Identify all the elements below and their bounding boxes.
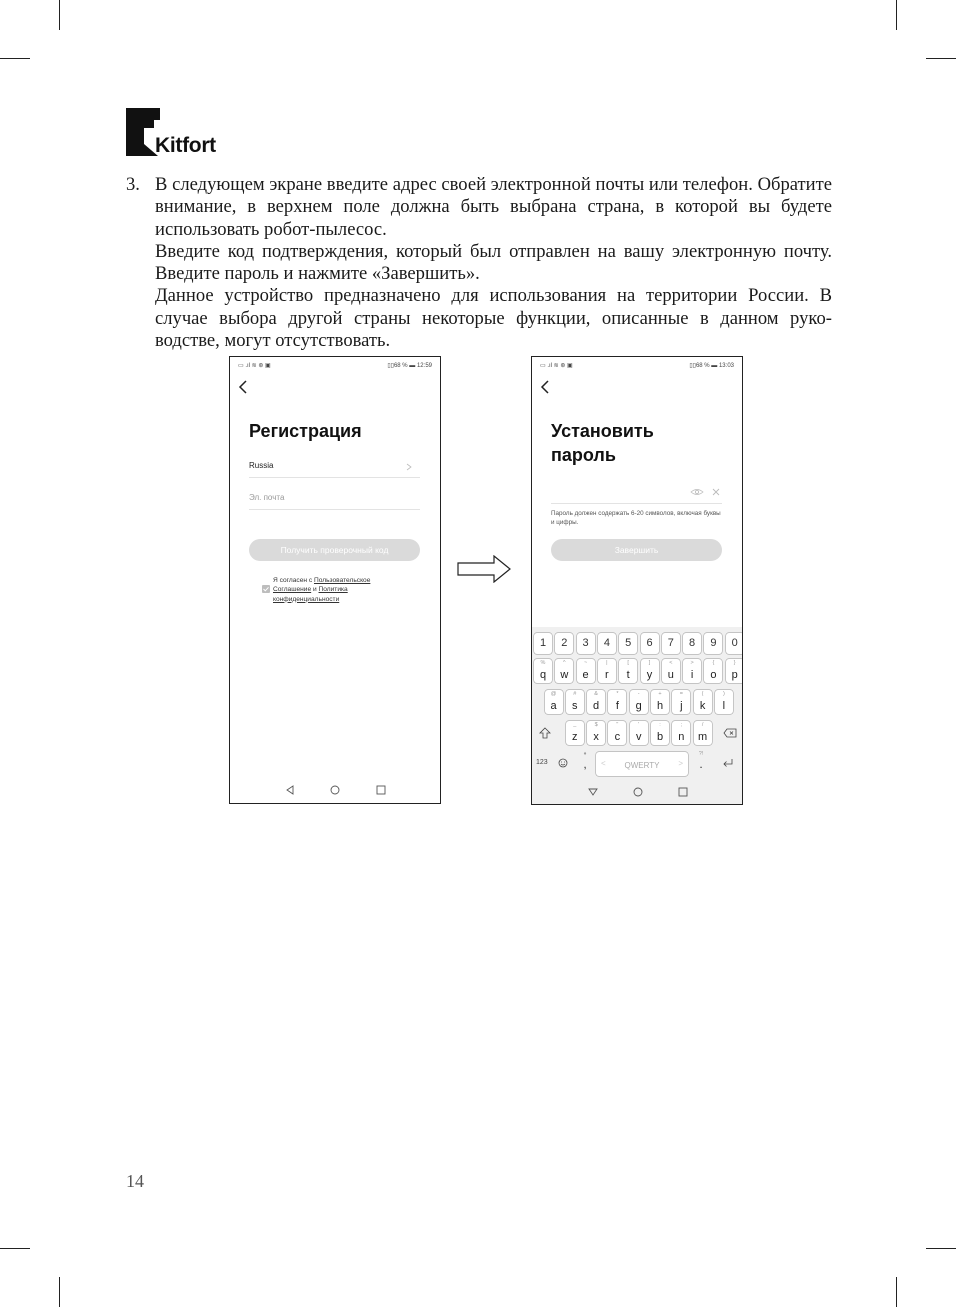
key-letter: w [560,669,569,681]
status-bar [238,362,432,372]
crop-mark [926,58,956,59]
instruction-paragraph: Данное устройство предназначено для использования на территории России. В случае выбора другой страны некоторые функции, описанные в данном руко-водстве, могут отсутствовать. [155,285,832,352]
space-left-chevron-icon: < [601,759,606,768]
letter-key[interactable] [662,659,680,683]
phone-set-password-screen [531,356,743,805]
key-symbol: # [573,691,577,697]
key-letter: r [605,669,609,681]
terms-link[interactable]: Пользовательское [313,577,371,584]
clear-icon[interactable] [712,488,720,496]
key-letter: m [698,731,708,743]
key-letter: p [731,669,738,681]
nav-back-icon[interactable] [285,785,295,795]
crop-mark [0,1248,30,1249]
key-symbol: } [733,660,736,666]
letter-key[interactable] [651,721,669,745]
screen-title-line: пароль [551,445,616,465]
step-number: 3. [126,174,140,195]
emoji-icon[interactable] [558,758,568,768]
terms-link[interactable]: Соглашение [273,586,312,594]
letter-key[interactable] [587,690,605,714]
key-symbol: ] [648,660,651,666]
letter-key[interactable] [608,721,626,745]
crop-mark [0,58,30,59]
nav-recents-icon[interactable] [376,785,386,795]
key-letter: q [539,669,547,681]
status-bar [540,362,734,372]
key-symbol: % [540,660,546,666]
comma-char: , [583,757,587,771]
crop-mark [896,0,897,30]
key-symbol: ( [701,691,704,697]
nav-home-icon[interactable] [633,787,643,797]
key-letter: a [550,700,557,712]
back-arrow-icon[interactable] [538,379,552,395]
key-symbol: { [712,660,715,666]
brand-name: Kitfort [155,134,216,157]
letter-key[interactable] [566,721,584,745]
status-time: ▯▯68 % ▬ 13:03 [689,363,734,369]
key-symbol: ^ [563,660,566,666]
letter-key[interactable] [694,690,712,714]
password-field[interactable] [551,487,722,504]
letter-key[interactable] [641,659,659,683]
key-letter: c [614,731,621,743]
key-symbol: ) [722,691,725,697]
key-symbol: ; [680,722,683,728]
enter-icon[interactable] [722,758,734,768]
key-symbol: = [679,691,683,697]
key-letter: z [572,731,578,743]
space-key-label: QWERTY [624,761,660,770]
key-symbol: < [669,660,673,666]
email-placeholder: Эл. почта [249,493,285,502]
digit-key[interactable]: 8 [683,633,701,654]
crop-mark [896,1277,897,1307]
key-letter: e [582,669,589,681]
nav-home-icon[interactable] [330,785,340,795]
letter-key[interactable] [715,690,733,714]
letter-key[interactable] [608,690,626,714]
backspace-icon[interactable] [723,728,737,738]
digit-key[interactable]: 7 [662,633,680,654]
key-letter: s [572,700,578,712]
letter-key[interactable] [704,659,722,683]
key-symbol: _ [573,722,577,728]
screen-title [551,419,654,467]
instruction-paragraph: В следующем экране введите адрес своей электронной почты или телефон. Обратите внимание, в верхнем поле должна быть выбрана страна, в которой вы будете использовать робот-пылесос. [155,174,832,240]
digit-key[interactable]: 9 [704,633,722,654]
password-hint: Пароль должен содержать 6-20 символов, включая буквы и цифры. [551,510,721,526]
key-symbol: @ [550,691,557,697]
key-letter: b [656,731,664,743]
key-symbol: > [690,660,694,666]
eye-icon[interactable] [690,488,704,496]
letter-key[interactable] [598,659,616,683]
page-number: 14 [126,1171,144,1191]
chevron-right-icon [406,463,412,471]
comma-sub: ♦ [583,751,587,757]
nav-hide-keyboard-icon[interactable] [588,787,598,797]
key-symbol: : [659,722,661,728]
instruction-paragraph: Введите код подтверждения, который был отправлен на вашу электронную почту. Введите пароль и нажмите «Завершить». [155,240,832,285]
nav-bar [532,782,742,804]
letter-key[interactable] [683,659,701,683]
key-letter: j [680,700,683,712]
space-right-chevron-icon: > [678,759,683,768]
letter-key[interactable] [694,721,712,745]
phone-registration-screen [229,356,441,804]
key-letter: n [678,731,685,743]
letter-key[interactable] [587,721,605,745]
privacy-link[interactable]: Политика [318,586,348,594]
digit-key[interactable]: 2 [555,633,573,654]
key-letter: i [690,669,694,681]
digit-key[interactable]: 3 [577,633,595,654]
key-symbol: | [606,660,608,666]
key-letter: v [635,731,642,743]
numbers-mode-key[interactable]: 123 [536,759,548,766]
back-arrow-icon[interactable] [236,379,250,395]
letter-key[interactable] [726,659,743,683]
country-value: Russia [249,461,274,470]
instructions [126,174,832,352]
agreement-text [273,576,403,604]
letter-key[interactable] [545,690,563,714]
key-letter: y [646,669,653,681]
finish-button[interactable]: Завершить [551,539,722,561]
key-letter: h [656,700,664,712]
comma-key[interactable] [576,751,594,775]
digit-key[interactable]: 0 [726,633,743,654]
space-key[interactable] [596,752,688,776]
screen-title: Регистрация [249,421,362,441]
nav-recents-icon[interactable] [678,787,688,797]
key-symbol: + [658,691,662,697]
key-symbol: [ [627,660,629,666]
status-time: ▯▯68 % ▬ 12:59 [387,363,432,369]
key-symbol: ~ [583,660,588,666]
crop-mark [926,1248,956,1249]
digit-key[interactable]: 1 [534,633,552,654]
digit-key[interactable]: 6 [641,633,659,654]
key-letter: d [593,700,600,712]
key-symbol: * [616,691,619,697]
agreement-and: и [311,586,319,594]
checkbox-checked-icon[interactable] [262,585,270,593]
key-letter: k [699,700,706,712]
key-symbol: " [616,722,619,728]
letter-key[interactable] [577,659,595,683]
key-symbol: - [637,691,640,697]
key-symbol: / [701,722,704,728]
key-letter: l [722,700,726,712]
letter-key[interactable] [619,659,637,683]
key-letter: t [626,669,630,681]
digit-key[interactable]: 4 [598,633,616,654]
key-symbol: ' [638,722,640,728]
digit-key[interactable]: 5 [619,633,637,654]
crop-mark [59,0,60,30]
nav-bar [230,779,440,803]
key-letter: g [635,700,642,712]
letter-key[interactable] [672,721,690,745]
key-symbol: $ [594,722,598,728]
email-field[interactable] [249,493,420,510]
crop-mark [59,1277,60,1307]
agreement-prefix: Я согласен с [273,577,314,584]
shift-icon[interactable] [539,727,551,739]
letter-key[interactable] [630,721,648,745]
letter-key[interactable] [651,690,669,714]
key-letter: o [710,669,717,681]
key-symbol: & [594,691,598,697]
letter-key[interactable] [672,690,690,714]
status-icons: ▭ .ıl ≋ ⊛ ▣ [238,363,271,369]
letter-key[interactable] [534,659,552,683]
key-letter: x [593,731,599,743]
status-icons: ▭ .ıl ≋ ⊛ ▣ [540,363,573,369]
keyboard [532,627,742,804]
period-sub: ?! [698,751,704,757]
key-letter: f [615,700,619,712]
country-selector[interactable] [249,461,420,478]
letter-key[interactable] [566,690,584,714]
next-step-arrow-icon [456,555,512,583]
key-letter: u [667,669,674,681]
period-char: . [699,757,703,771]
get-code-button[interactable]: Получить проверочный код [249,539,420,561]
letter-key[interactable] [555,659,573,683]
letter-key[interactable] [630,690,648,714]
privacy-link[interactable]: конфиденциальности [273,595,340,603]
screen-title-line: Установить [551,421,654,441]
period-key[interactable] [692,751,710,775]
